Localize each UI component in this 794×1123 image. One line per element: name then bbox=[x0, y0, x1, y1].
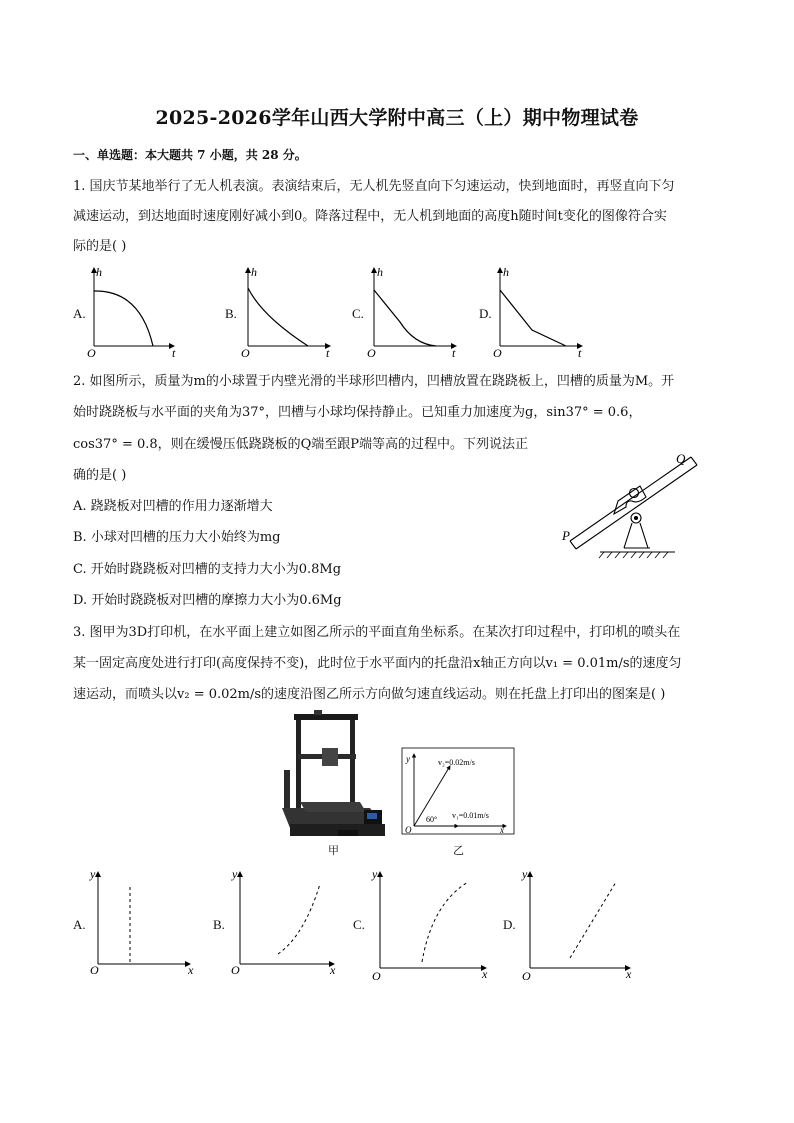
q2-seesaw-figure bbox=[560, 448, 710, 563]
fig-yi-coordinate bbox=[400, 746, 516, 836]
q2-label-q: Q bbox=[676, 451, 686, 466]
q3-line-3: 速运动，而喷头以v₂ = 0.02m/s的速度沿图乙所示方向做匀速直线运动。则在托盘上打印出的图案是( ) bbox=[73, 687, 666, 702]
q2-option-c[interactable]: C. 开始时跷跷板对凹槽的支持力大小为0.8Mg bbox=[73, 562, 342, 577]
q3-a-origin: O bbox=[90, 963, 99, 977]
q1-d-origin: O bbox=[493, 346, 502, 360]
q3-c-origin: O bbox=[372, 969, 381, 983]
q1-c-axis-t: t bbox=[452, 346, 456, 360]
fig-yi-axis-y: y bbox=[406, 754, 410, 764]
fig-yi-caption: 乙 bbox=[453, 844, 464, 857]
printer-photo bbox=[278, 710, 388, 838]
q3-line-2: 某一固定高度处进行打印(高度保持不变)，此时位于水平面内的托盘沿x轴正方向以v₁ = 0.01m/s的速度匀 bbox=[73, 656, 682, 671]
q1-graph-b bbox=[248, 268, 330, 346]
q2-line-1: 2. 如图所示，质量为m的小球置于内壁光滑的半球形凹槽内，凹槽放置在跷跷板上，凹槽的质量为M。开 bbox=[73, 374, 675, 389]
q1-line-3: 际的是( ) bbox=[73, 239, 127, 254]
q1-d-axis-h: h bbox=[503, 265, 509, 279]
q3-b-axis-x: x bbox=[330, 963, 336, 977]
fig-jia-caption: 甲 bbox=[328, 844, 339, 857]
q2-line-4: 确的是( ) bbox=[73, 468, 127, 483]
q1-b-axis-t: t bbox=[326, 346, 330, 360]
q1-d-axis-t: t bbox=[578, 346, 582, 360]
q2-option-d[interactable]: D. 开始时跷跷板对凹槽的摩擦力大小为0.6Mg bbox=[73, 593, 342, 608]
q3-graph-c bbox=[380, 872, 486, 968]
q2-option-a[interactable]: A. 跷跷板对凹槽的作用力逐渐增大 bbox=[73, 499, 273, 514]
q2-option-b[interactable]: B. 小球对凹槽的压力大小始终为mg bbox=[73, 530, 281, 545]
q3-d-axis-x: x bbox=[626, 967, 632, 981]
q1-option-c[interactable]: C. bbox=[352, 306, 364, 321]
q3-graph-b bbox=[240, 872, 334, 964]
q3-graphs bbox=[0, 860, 794, 985]
q3-line-1: 3. 图甲为3D打印机，在水平面上建立如图乙所示的平面直角坐标系。在某次打印过程中，打印机的喷头在 bbox=[73, 625, 681, 640]
page-title: 2025-2026学年山西大学附中高三（上）期中物理试卷 bbox=[155, 107, 639, 129]
q3-a-axis-y: y bbox=[90, 867, 96, 881]
fig-yi-axis-x: x bbox=[500, 825, 504, 835]
q3-graph-d bbox=[530, 872, 630, 968]
fig-yi-angle: 60° bbox=[426, 815, 438, 824]
fig-yi-v2: v₂=0.02m/s bbox=[438, 758, 475, 767]
q3-d-origin: O bbox=[522, 969, 531, 983]
q3-d-axis-y: y bbox=[522, 867, 528, 881]
q1-option-b[interactable]: B. bbox=[225, 306, 237, 321]
q1-option-d[interactable]: D. bbox=[479, 306, 492, 321]
section-heading: 一、单选题：本大题共 7 小题，共 28 分。 bbox=[73, 148, 307, 162]
q1-option-a[interactable]: A. bbox=[73, 306, 86, 321]
q2-line-3: cos37° = 0.8，则在缓慢压低跷跷板的Q端至跟P端等高的过程中。下列说法正 bbox=[73, 437, 529, 452]
q1-c-origin: O bbox=[367, 346, 376, 360]
fig-yi-v1: v₁=0.01m/s bbox=[452, 811, 489, 820]
q3-option-a[interactable]: A. bbox=[73, 917, 86, 932]
q1-b-axis-h: h bbox=[251, 265, 257, 279]
q3-option-b[interactable]: B. bbox=[213, 917, 225, 932]
q3-b-origin: O bbox=[231, 963, 240, 977]
q1-b-origin: O bbox=[241, 346, 250, 360]
q2-label-p: P bbox=[562, 528, 570, 543]
q1-a-axis-t: t bbox=[172, 346, 176, 360]
q1-c-axis-h: h bbox=[377, 265, 383, 279]
q1-graph-a bbox=[94, 268, 174, 346]
q3-c-axis-x: x bbox=[482, 967, 488, 981]
q3-option-d[interactable]: D. bbox=[503, 917, 516, 932]
q2-line-2: 始时跷跷板与水平面的夹角为37°，凹槽与小球均保持静止。已知重力加速度为g，sin37° = 0.6， bbox=[73, 405, 642, 420]
q1-graph-c bbox=[374, 268, 456, 346]
q3-graph-a bbox=[98, 872, 190, 964]
q1-line-2: 减速运动，到达地面时速度刚好减小到0。降落过程中，无人机到地面的高度h随时间t变化的图像符合实 bbox=[73, 209, 667, 224]
q3-c-axis-y: y bbox=[372, 867, 378, 881]
q3-a-axis-x: x bbox=[188, 963, 194, 977]
q1-a-origin: O bbox=[87, 346, 96, 360]
q3-option-c[interactable]: C. bbox=[353, 917, 365, 932]
fig-yi-origin: O bbox=[405, 825, 412, 835]
q1-graph-d bbox=[500, 268, 582, 346]
q1-graphs bbox=[0, 260, 794, 365]
q3-b-axis-y: y bbox=[232, 867, 238, 881]
q1-a-axis-h: h bbox=[96, 265, 102, 279]
q1-line-1: 1. 国庆节某地举行了无人机表演。表演结束后，无人机先竖直向下匀速运动，快到地面时，再竖直向下匀 bbox=[73, 179, 675, 194]
